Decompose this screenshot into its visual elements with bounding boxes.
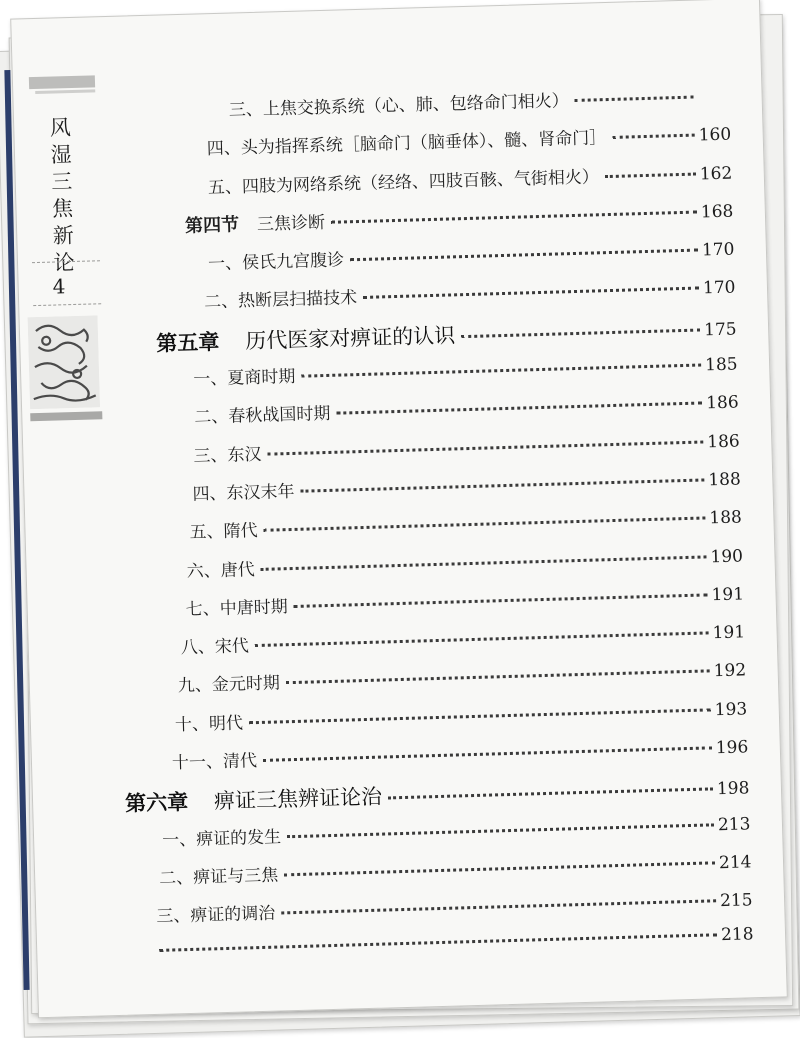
toc-entry-title: 八、宋代	[180, 636, 250, 659]
toc-entry-title: 三、上焦交换系统（心、肺、包络命门相火）	[228, 91, 569, 121]
toc-entry-title	[185, 208, 326, 238]
toc-page-number: 162	[699, 163, 733, 185]
toc-page-number: 191	[712, 622, 746, 644]
toc-entry-title: 二、痹证与三焦	[158, 865, 279, 889]
leader-dots	[612, 134, 695, 139]
leader-dots	[300, 478, 704, 492]
leader-dots	[336, 402, 702, 415]
chapter-label: 第六章	[124, 789, 189, 817]
toc-page-number: 185	[704, 354, 738, 376]
toc-page-number: 214	[718, 852, 752, 874]
toc-page-number: 213	[717, 813, 751, 835]
leader-dots	[388, 788, 713, 800]
decorative-bar	[29, 75, 95, 89]
leader-dots	[287, 823, 714, 838]
toc-entry-title	[125, 781, 383, 818]
decorative-bar	[30, 411, 102, 421]
toc-page-number: 170	[702, 278, 736, 299]
toc-entry-title: 二、春秋战国时期	[194, 404, 331, 429]
leader-dots	[281, 900, 716, 915]
leader-dots	[284, 861, 715, 876]
leader-dots	[255, 632, 709, 648]
leader-dots	[294, 593, 708, 608]
toc-page-number: 188	[708, 469, 742, 491]
toc-entry-title: 七、中唐时期	[185, 597, 289, 620]
toc-page-number: 190	[710, 545, 744, 567]
leader-dots	[264, 517, 706, 532]
leader-dots	[363, 287, 699, 299]
toc-page-number: 218	[720, 923, 754, 945]
page-number: 4	[52, 274, 66, 299]
toc-entry-title: 十一、清代	[171, 751, 258, 774]
toc-page-number: 175	[703, 319, 737, 341]
toc-entry-title: 五、四肢为网络系统（经络、四肢百骸、气街相火）	[207, 166, 600, 198]
chapter-name: 历代医家对痹证的认识	[244, 323, 456, 354]
chapter-name: 痹证三焦辨证论治	[213, 784, 383, 814]
toc-entry-title: 十、明代	[174, 713, 244, 736]
toc-page-number: 170	[701, 239, 735, 261]
toc-entry-title: 四、头为指挥系统［脑命门（脑垂体）、髓、肾命门］	[206, 128, 607, 160]
toc-page-number: 186	[706, 431, 740, 453]
toc-entry-title: 九、金元时期	[177, 673, 281, 697]
toc-page-number: 198	[716, 778, 750, 800]
toc-page-number: 160	[698, 124, 732, 146]
toc-page-number	[698, 101, 734, 102]
leader-dots	[331, 210, 697, 223]
toc-page-number: 192	[713, 660, 747, 682]
toc-entry-title: 一、夏商时期	[193, 366, 296, 390]
toc-entry-title: 二、热断层扫描技术	[203, 288, 358, 313]
leader-dots	[249, 708, 711, 724]
leader-dots	[301, 364, 701, 378]
toc-page-number: 215	[719, 890, 753, 912]
page-margin-strip	[17, 75, 100, 417]
leader-dots	[575, 96, 694, 102]
toc-page-number: 188	[709, 507, 743, 529]
toc-entry-title: 一、侯氏九宫腹诊	[207, 250, 345, 275]
dragon-ornament-icon	[28, 315, 101, 409]
toc-page-number: 168	[700, 201, 734, 223]
leader-dots	[261, 555, 707, 570]
toc-page-number: 186	[705, 392, 739, 414]
section-name: 三焦诊断	[256, 212, 326, 235]
toc-entry-title: 三、痹证的调治	[156, 903, 276, 928]
toc-entry-title: 三、东汉	[193, 444, 262, 467]
toc-entry-title: 一、痹证的发生	[161, 827, 282, 851]
decorative-bar	[35, 89, 95, 94]
chapter-label: 第五章	[155, 328, 220, 356]
leader-dots	[286, 670, 710, 685]
leader-dots	[350, 249, 698, 262]
divider	[33, 303, 101, 307]
toc-page-number: 191	[711, 584, 745, 606]
leader-dots	[267, 440, 703, 455]
toc-page-number: 193	[714, 699, 748, 721]
table-of-contents	[93, 82, 757, 980]
leader-dots	[263, 746, 712, 762]
toc-entry-title: 五、隋代	[189, 521, 258, 544]
toc-page	[10, 0, 788, 1018]
toc-entry-title: 四、东汉末年	[192, 481, 295, 505]
leader-dots	[605, 172, 696, 178]
leader-dots	[461, 328, 700, 338]
running-title: 风湿三焦新论	[46, 116, 76, 279]
toc-page-number: 196	[715, 737, 749, 759]
toc-entry-title: 六、唐代	[186, 559, 255, 582]
section-label: 第四节	[184, 214, 240, 237]
